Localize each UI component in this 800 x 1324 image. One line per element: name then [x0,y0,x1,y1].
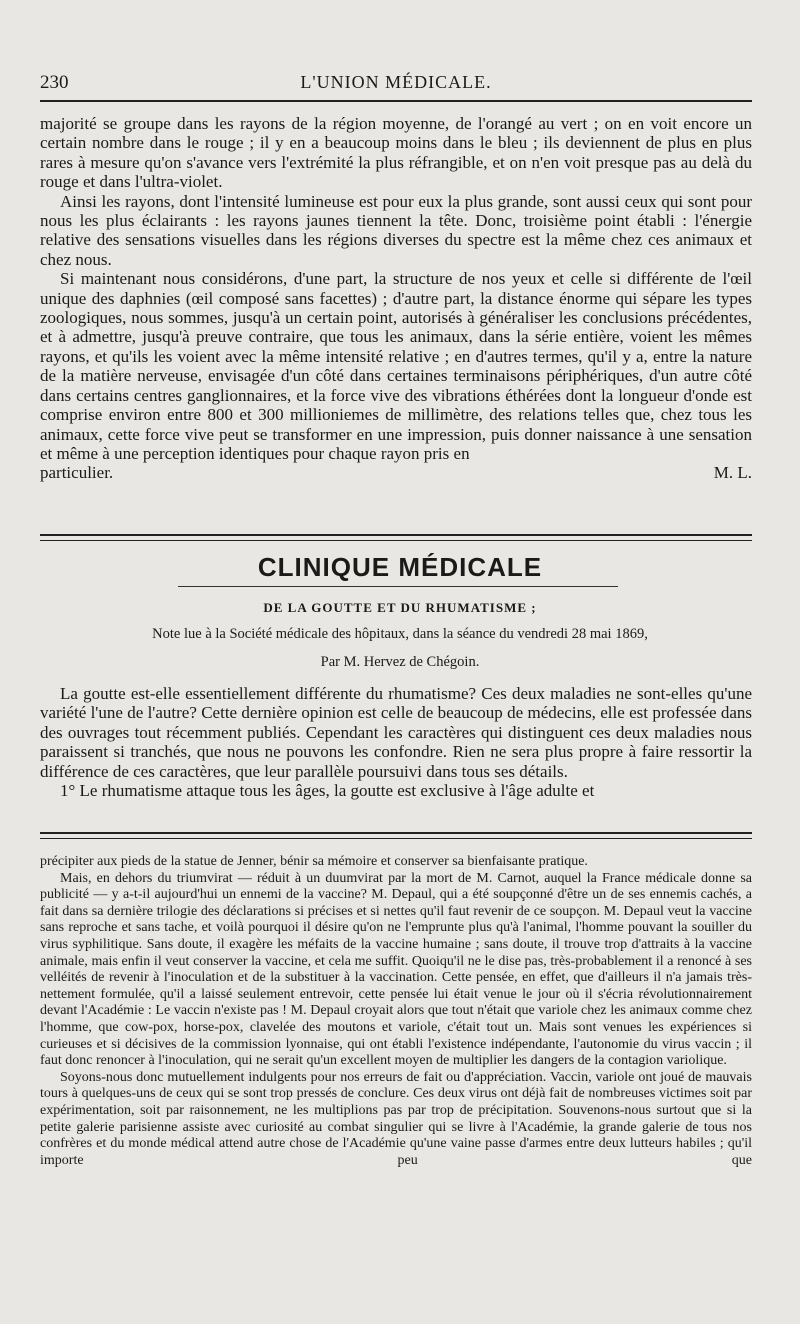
feuilleton-divider [40,832,752,839]
paragraph: précipiter aux pieds de la statue de Jenner, bénir sa mémoire et conserver sa bienfaisante pratique. [40,854,588,869]
clinical-article-text [40,684,752,800]
section-title: CLINIQUE MÉDICALE [257,552,543,582]
upper-article-text [40,114,752,483]
paragraph: majorité se groupe dans les rayons de la région moyenne, de l'orangé au vert ; on en voit encore un certain nombre dans le rouge ; il y en a beaucoup moins dans le bleu ; ils deviennent de plus en plus rares à mesure qu'on s'avance vers l'extrémité la plus réfrangible, et on n'en voit presque pas au delà du rouge et dans l'ultra-violet. [40,114,752,192]
page-number: 230 [40,72,69,93]
journal-title: L'UNION MÉDICALE. [300,72,492,92]
section-divider [40,534,752,541]
article-author: Par M. Hervez de Chégoin. [320,654,480,670]
paragraph: Soyons-nous donc mutuellement indulgents pour nos erreurs de fait ou d'appréciation. Vaccin, variole ont joué de mauvais tours à quelques-uns de ceux qui se sont trop pressés de conclure. Ces deux virus ont déjà fait de nombreuses victimes soit par expérimentation, soit par raisonnement, ne les multiplions pas par trop de précipitation. Souvenons-nous surtout que si la petite galerie parisienne assiste avec curiosité au combat singulier qui se livre à l'Académie, la grande galerie de tous nos confrères et du monde médical attend autre chose de l'Académie qu'une vaine passe d'armes entre deux lutteurs habiles ; qu'il importe peu que [40,1069,752,1168]
closing-word: particulier. [40,463,114,483]
paragraph: Ainsi les rayons, dont l'intensité lumineuse est pour eux la plus grande, sont aussi ceux qui sont pour nous les plus éclairants : les rayons jaunes tiennent la tête. Donc, troisième point établi : l'énergie relative des sensations visuelles dans les régions diverses du spectre est la même chez ces animaux et chez nous. [40,191,752,269]
paragraph: 1° Le rhumatisme attaque tous les âges, la goutte est exclusive à l'âge adulte et [60,781,595,801]
article-note: Note lue à la Société médicale des hôpitaux, dans la séance du vendredi 28 mai 1869, [152,626,648,642]
title-underline [178,586,618,587]
author-signature: M. L. [713,463,752,483]
signature-line [40,463,752,482]
feuilleton-text [40,854,752,1169]
running-head [40,68,752,94]
header-rule [40,100,752,102]
paragraph: Si maintenant nous considérons, d'une part, la structure de nos yeux et celle si différente de l'œil unique des daphnies (œil composé sans facettes) ; d'autre part, la distance énorme qui sépare les types zoologiques, nous sommes, jusqu'à un certain point, autorisés à généraliser les conclusions précédentes, et à admettre, jusqu'à preuve contraire, que tous les animaux, dans la série entière, voient les mêmes rayons, et qu'ils les voient avec la même intensité relative ; en d'autres termes, qu'il y a, entre la nature de la matière nerveuse, envisagée d'un côté dans certaines terminaisons périphériques, d'un autre côté dans certains centres ganglionnaires, et la force vive des vibrations éthérées dont la longueur d'onde est comprise environ entre 800 et 300 millioniemes de millimètre, des relations telles que, chez tous les animaux, cette force vive peut se transformer en une impression, puis donner naissance à une sensation et même à une perception identiques pour chaque rayon pris en [40,269,752,463]
paragraph: La goutte est-elle essentiellement différente du rhumatisme? Ces deux maladies ne sont-elles qu'une variété l'une de l'autre? Cette dernière opinion est celle de beaucoup de médecins, elle est professée dans des ouvrages tout récemment publiés. Cependant les caractères qui distinguent ces deux maladies nous paraissent si tranchés, que nous ne pouvons les confondre. Rien ne sera plus propre à faire ressortir la différence de ces caractères, que leur parallèle poursuivi dans tous ses détails. [40,684,752,781]
article-subtitle: DE LA GOUTTE ET DU RHUMATISME ; [263,600,537,615]
paragraph: Mais, en dehors du triumvirat — réduit à un duumvirat par la mort de M. Carnot, auquel la France médicale donne sa publicité — y a-t-il aujourd'hui un ennemi de la vaccine? M. Depaul, qui a été soupçonné d'être un de ses ennemis cachés, a fait dans sa dernière trilogie des déclarations si précises et si nettes qu'il faut revenir de ce soupçon. M. Depaul veut la vaccine sans reproche et sans tache, et voilà pourquoi il désire qu'on ne l'emprunte plus qu'à l'animal, l'homme pouvant la souiller du virus syphilitique. Sans doute, il exagère les méfaits de la vaccine humaine ; sans doute, il trouve trop d'attraits à la vaccine animale, mais enfin il veut conserver la vaccine, et cela me suffit. Quoiqu'il ne le dise pas, très-probablement il a renoncé à ses velléités de revenir à l'inoculation et de la substituer à la vaccination. Cette pensée, en effet, que d'ailleurs il n'a jamais très-nettement formulée, qu'il a laissé seulement entrevoir, cette pensée lui était venue le jour où il s'écria révolutionnairement devant l'Académie : Le vaccin n'existe pas ! M. Depaul croyait alors que tout n'était que variole chez les animaux comme chez l'homme, que cow-pox, horse-pox, clavelée des moutons et variole, c'était tout un. Mais sont venues les expériences si curieuses et si décisives de la commission lyonnaise, qui ont établi l'existence indépendante, l'autonomie du virus vaccin ; il faut donc renoncer à l'inoculation, qui ne serait qu'un excellent moyen de multiplier les dangers de la contagion variolique. [40,870,752,1069]
